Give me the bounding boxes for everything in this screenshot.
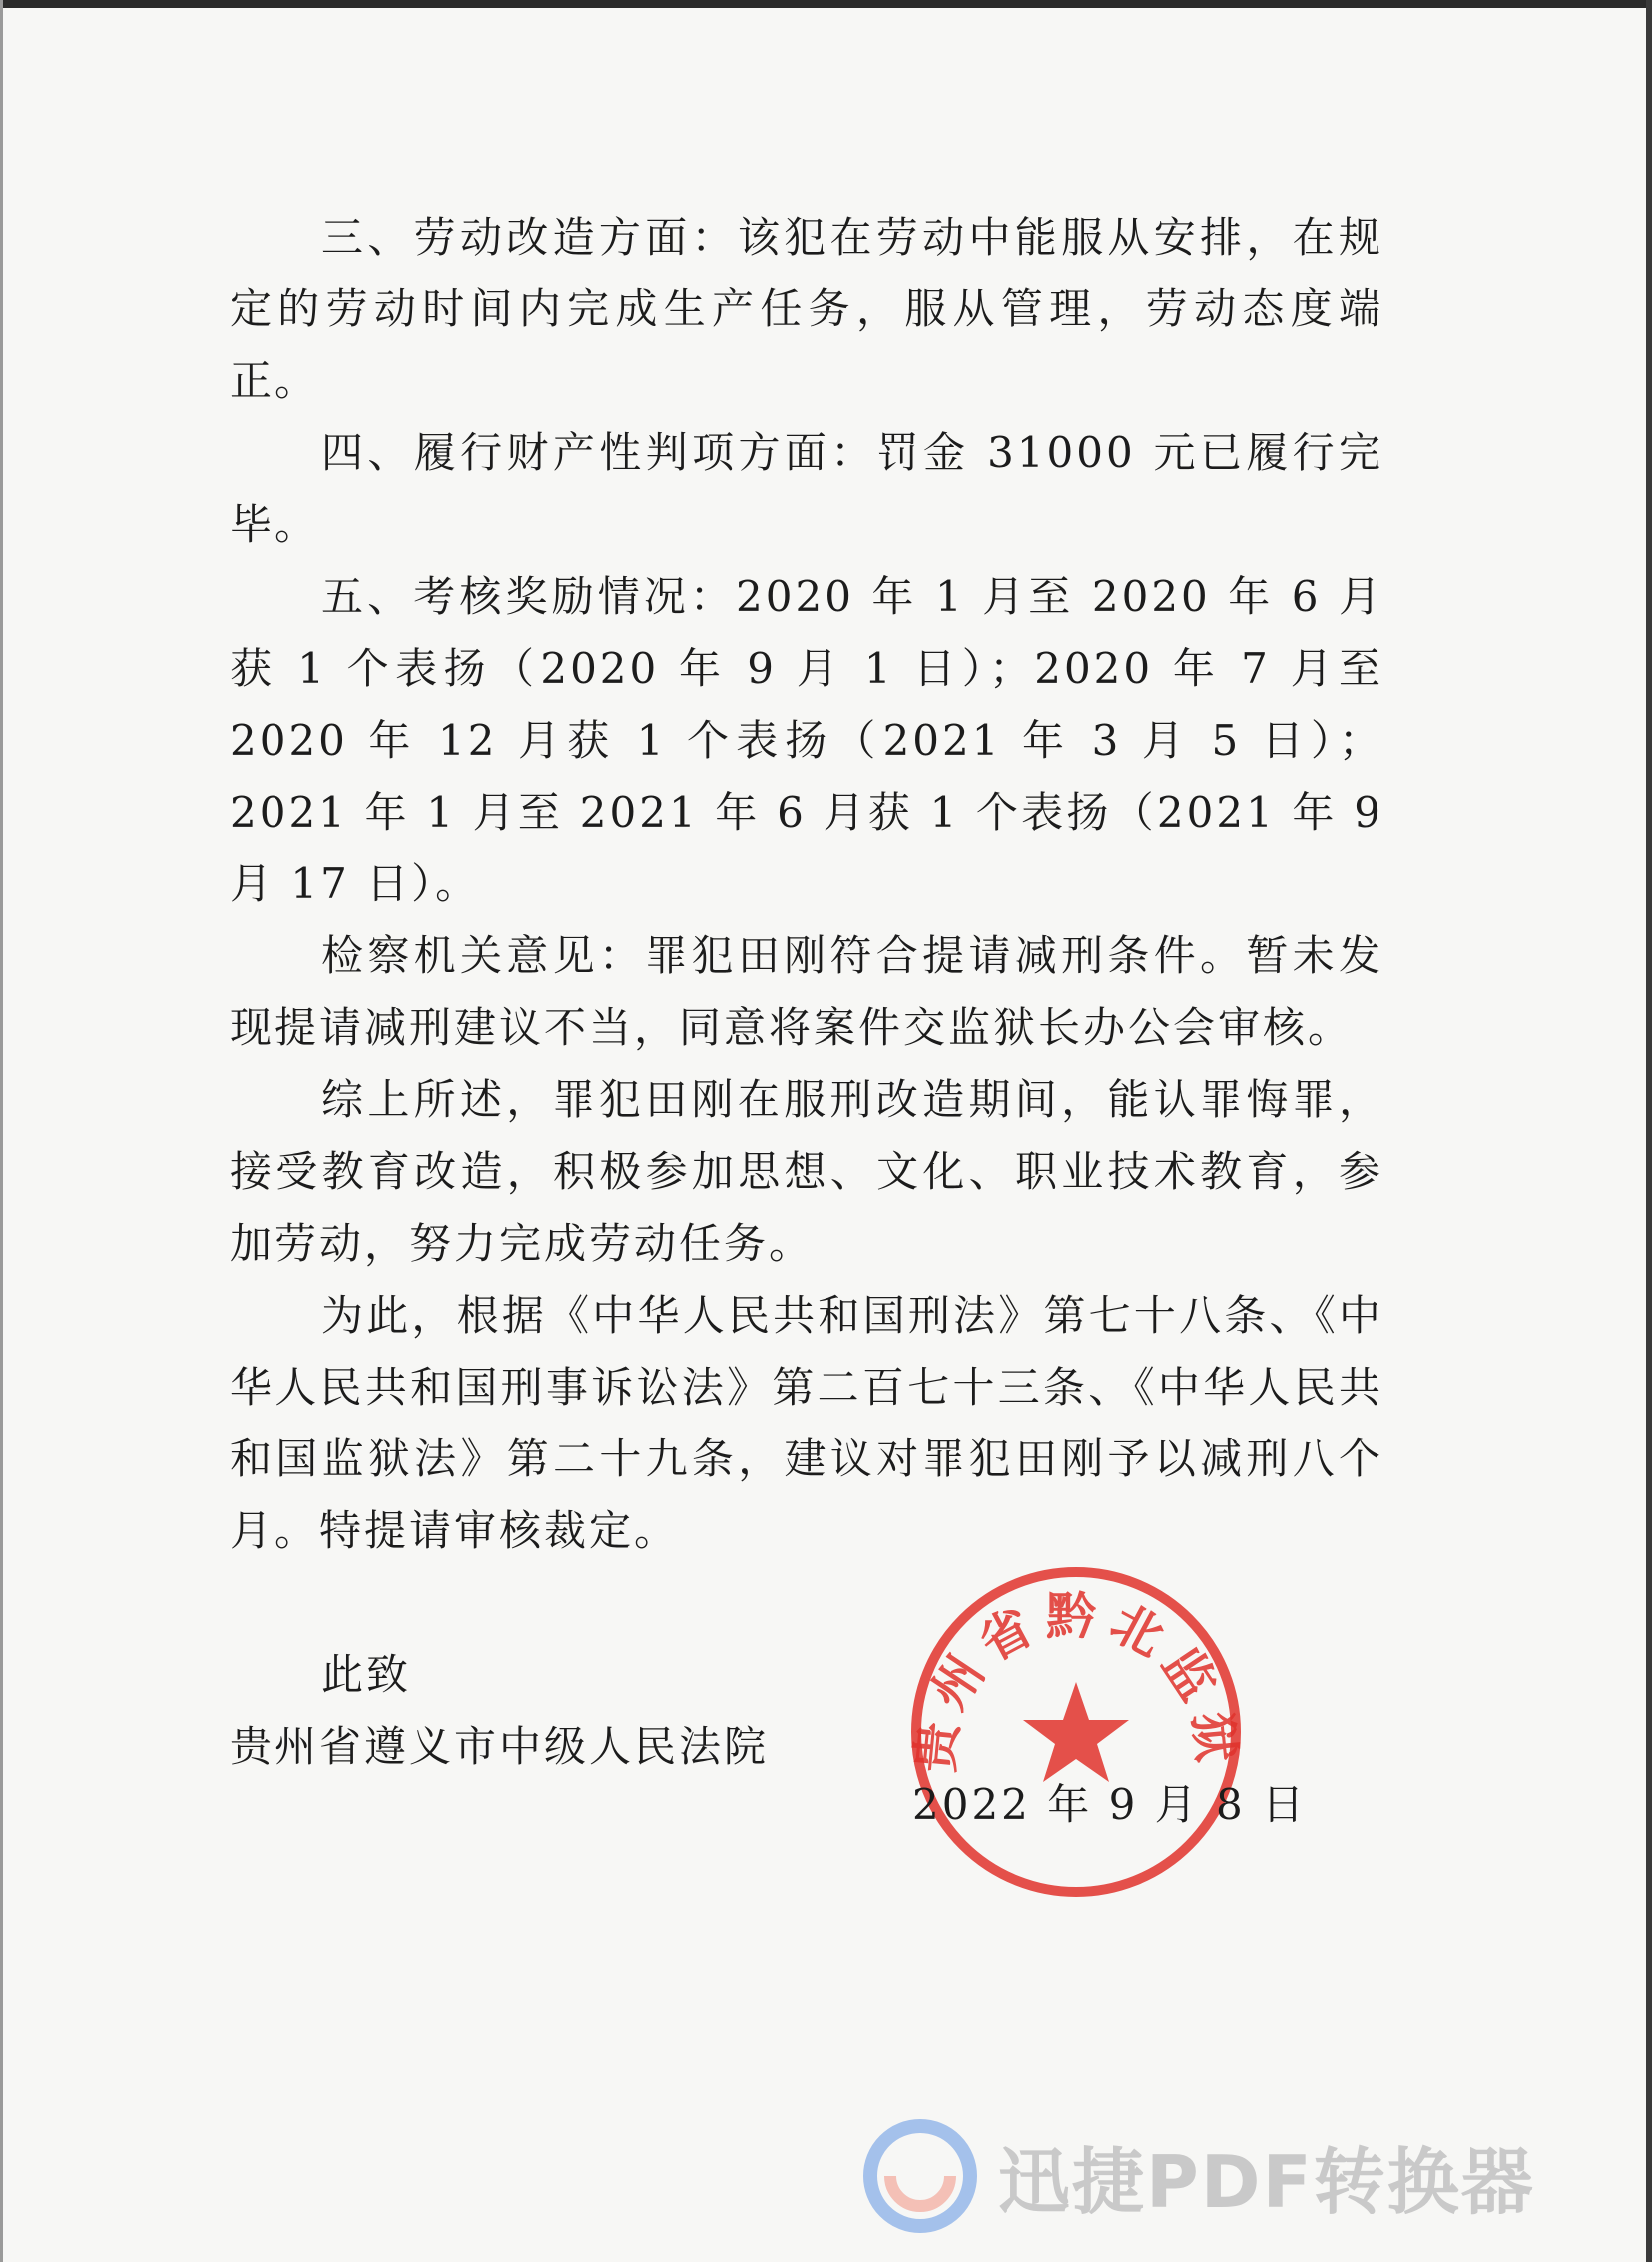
pdf-converter-logo-icon <box>860 2116 980 2236</box>
scan-edge-left <box>0 0 3 2262</box>
closing-salutation: 此致 <box>321 1650 412 1699</box>
scan-edge-right <box>1646 0 1652 2262</box>
watermark <box>860 2116 1619 2236</box>
document-date: 2022 年 9 月 8 日 <box>912 1780 1308 1829</box>
recipient: 贵州省遵义市中级人民法院 <box>230 1722 770 1771</box>
paragraph-recommendation: 为此，根据《中华人民共和国刑法》第七十八条、《中华人民共和国刑事诉讼法》第二百七十三条、《中华人民共和国监狱法》第二十九条，建议对罪犯田刚予以减刑八个月。特提请审核裁定。 <box>230 1291 1383 1555</box>
scan-edge-top <box>0 0 1652 8</box>
official-seal <box>906 1562 1246 1902</box>
paragraph-labor-reform: 三、劳动改造方面：该犯在劳动中能服从安排，在规定的劳动时间内完成生产任务，服从管理，劳动态度端正。 <box>230 213 1383 405</box>
watermark-text: 迅捷PDF转换器 <box>998 2140 1535 2224</box>
paragraph-rewards: 五、考核奖励情况：2020 年 1 月至 2020 年 6 月获 1 个表扬（2020 年 9 月 1 日）；2020 年 7 月至 2020 年 12 月获 1 个表扬（2021 年 3 月 5 日）；2021 年 1 月至 2021 年 6 月获 1 个表扬（2021 年 9 月 17 日）。 <box>230 572 1383 908</box>
paragraph-summary: 综上所述，罪犯田刚在服刑改造期间，能认罪悔罪，接受教育改造，积极参加思想、文化、职业技术教育，参加劳动，努力完成劳动任务。 <box>230 1075 1383 1268</box>
seal-text: 贵州省黔北监狱 <box>906 1588 1246 1775</box>
document-body <box>230 202 1383 1783</box>
paragraph-procuratorate-opinion: 检察机关意见：罪犯田刚符合提请减刑条件。暂未发现提请减刑建议不当，同意将案件交监狱长办公会审核。 <box>230 931 1383 1052</box>
paragraph-property-penalty: 四、履行财产性判项方面：罚金 31000 元已履行完毕。 <box>230 428 1383 549</box>
star-icon <box>1023 1682 1129 1782</box>
